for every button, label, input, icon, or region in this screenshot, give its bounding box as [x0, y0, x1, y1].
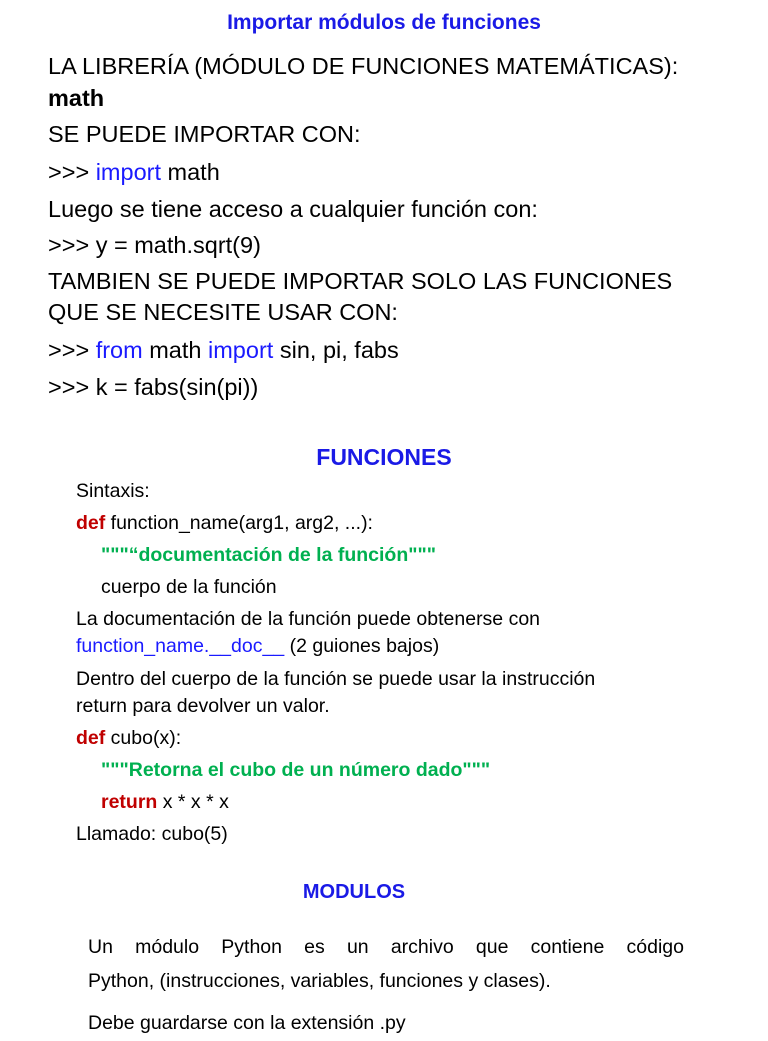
intro-line-4b: QUE SE NECESITE USAR CON:	[48, 299, 398, 325]
keyword-def: def	[76, 727, 106, 749]
keyword-import: import	[208, 337, 274, 363]
keyword-return: return	[101, 791, 158, 813]
section-heading-funciones: FUNCIONES	[316, 444, 452, 470]
doc-line-1: La documentación de la función puede obtenerse con	[76, 608, 541, 630]
page-title: Importar módulos de funciones	[227, 11, 541, 34]
code-from-import	[48, 336, 399, 364]
code-def-function	[76, 510, 373, 537]
code-text: x * x * x	[157, 791, 229, 813]
doc-note: (2 guiones bajos)	[284, 635, 440, 657]
keyword-import: import	[95, 159, 161, 185]
return-line-2: return para devolver un valor.	[76, 695, 330, 717]
code-import-math	[48, 158, 220, 186]
return-line-1: Dentro del cuerpo de la función se puede usar la instrucción	[76, 668, 596, 690]
code-return	[101, 789, 229, 816]
code-fabs: >>> k = fabs(sin(pi))	[48, 374, 259, 400]
section-heading-modulos: MODULOS	[302, 881, 406, 903]
code-call: Llamado: cubo(5)	[76, 823, 228, 845]
keyword-from: from	[95, 337, 143, 363]
code-prompt: >>>	[48, 337, 96, 363]
intro-line-3: Luego se tiene acceso a cualquier función con:	[48, 196, 538, 222]
code-text: function_name(arg1, arg2, ...):	[105, 512, 373, 534]
code-text: sin, pi, fabs	[273, 337, 399, 363]
code-docstring: """“documentación de la función"""	[101, 544, 436, 566]
code-def-cubo	[76, 725, 181, 752]
code-text: math	[142, 337, 209, 363]
syntax-label: Sintaxis:	[76, 480, 150, 502]
modulos-para-line-2: Python, (instrucciones, variables, funciones y clases).	[88, 970, 551, 992]
doc-attribute: function_name.__doc__	[76, 635, 285, 657]
intro-math-label: math	[48, 85, 105, 111]
intro-line-1: LA LIBRERÍA (MÓDULO DE FUNCIONES MATEMÁTICAS):	[48, 53, 679, 79]
modulos-para-line-1: Un módulo Python es un archivo que contiene código	[88, 936, 684, 958]
intro-line-2: SE PUEDE IMPORTAR CON:	[48, 121, 361, 147]
code-body: cuerpo de la función	[101, 576, 277, 598]
code-sqrt: >>> y = math.sqrt(9)	[48, 232, 261, 258]
keyword-def: def	[76, 512, 106, 534]
doc-line-2	[76, 633, 439, 660]
intro-line-4: TAMBIEN SE PUEDE IMPORTAR SOLO LAS FUNCIONES	[48, 268, 673, 294]
code-docstring-cubo: """Retorna el cubo de un número dado"""	[101, 759, 491, 781]
code-prompt: >>>	[48, 159, 96, 185]
code-text: math	[161, 159, 220, 185]
code-text: cubo(x):	[105, 727, 182, 749]
modulos-para-2: Debe guardarse con la extensión .py	[88, 1012, 406, 1034]
